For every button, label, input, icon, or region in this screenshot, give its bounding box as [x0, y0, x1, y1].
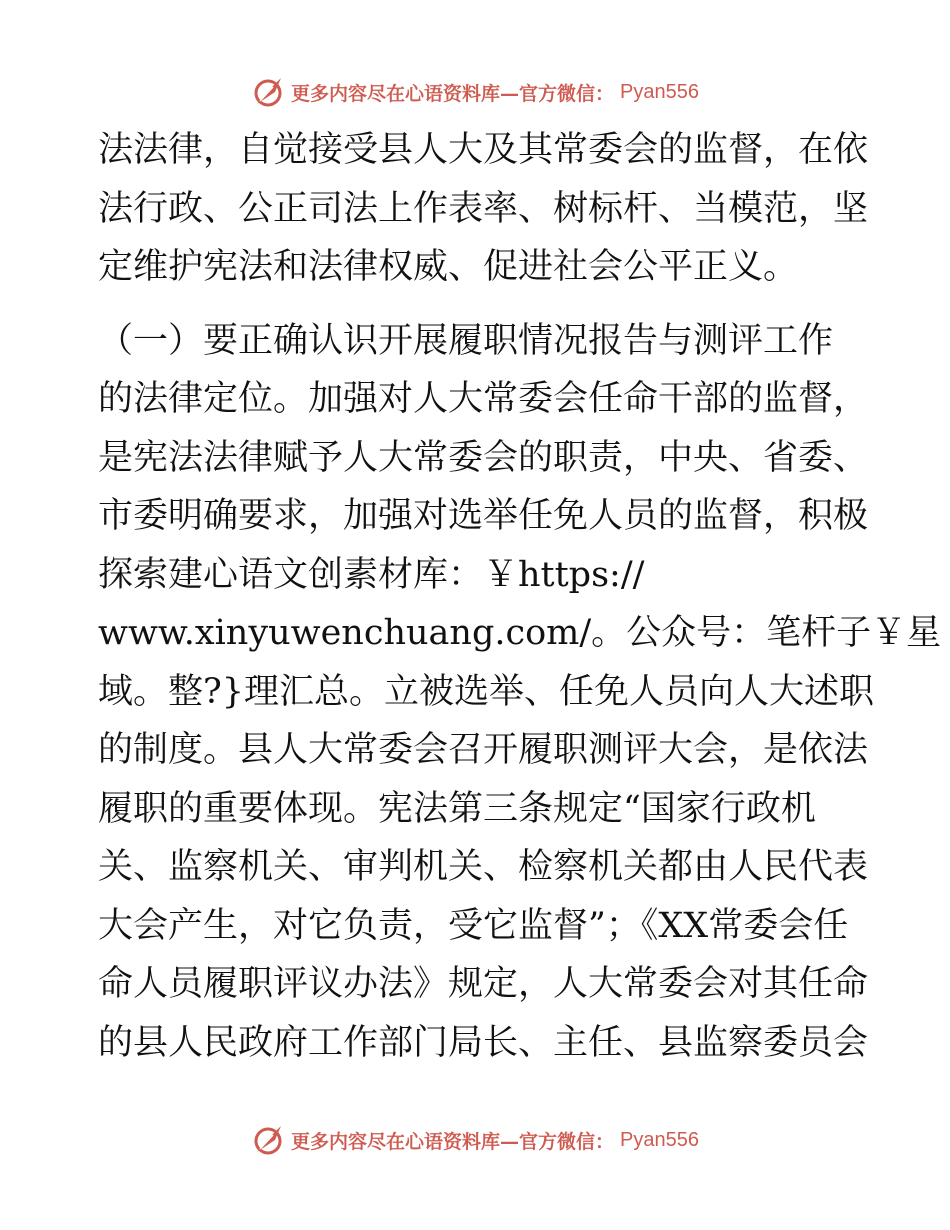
text-line: 法行政、公正司法上作表率、树标杆、当模范，坚	[98, 188, 869, 229]
text-line: 关、监察机关、审判机关、检察机关都由人民代表	[98, 847, 869, 887]
text-line: 定维护宪法和法律权威、促进社会公平正义。	[98, 247, 799, 287]
document-body	[98, 121, 942, 1072]
watermark-text: 更多内容尽在心语资料库—官方微信：	[291, 1130, 615, 1153]
brand	[251, 1122, 699, 1158]
text-line: 探索建心语文创素材库：￥https://	[98, 554, 645, 595]
text-line: 市委明确要求，加强对选举任免人员的监督，积极	[98, 496, 869, 536]
text-line: 法法律，自觉接受县人大及其常委会的监督，在依	[98, 130, 869, 170]
text-line: 大会产生，对它负责，受它监督”；《XX常委会任	[98, 905, 849, 946]
watermark-text: 更多内容尽在心语资料库—官方微信：	[291, 82, 615, 105]
watermark-account: Pyan556	[620, 80, 699, 103]
text-line: 的县人民政府工作部门局长、主任、县监察委员会	[98, 1022, 869, 1063]
text-line: 域。整?}理汇总。立被选举、任免人员向人大述职	[98, 671, 875, 712]
quill-logo-icon	[251, 1122, 287, 1158]
text-line: 履职的重要体现。宪法第三条规定“国家行政机	[98, 788, 816, 829]
text-line: 是宪法法律赋予人大常委会的职责，中央、省委、	[98, 437, 869, 478]
text-line: www.xinyuwenchuang.com/。公众号：笔杆子￥星	[98, 613, 942, 653]
watermark-account: Pyan556	[620, 1128, 699, 1151]
text-line: 命人员履职评议办法》规定，人大常委会对其任命	[98, 964, 869, 1004]
text-line: 的法律定位。加强对人大常委会任命干部的监督，	[98, 379, 869, 419]
brand	[251, 74, 699, 110]
text-line: （一）要正确认识开展履职情况报告与测评工作	[98, 320, 834, 361]
page-header-watermark	[0, 70, 950, 114]
page-footer-watermark	[0, 1118, 950, 1162]
quill-logo-icon	[251, 74, 287, 110]
text-line: 的制度。县人大常委会召开履职测评大会，是依法	[98, 730, 869, 770]
